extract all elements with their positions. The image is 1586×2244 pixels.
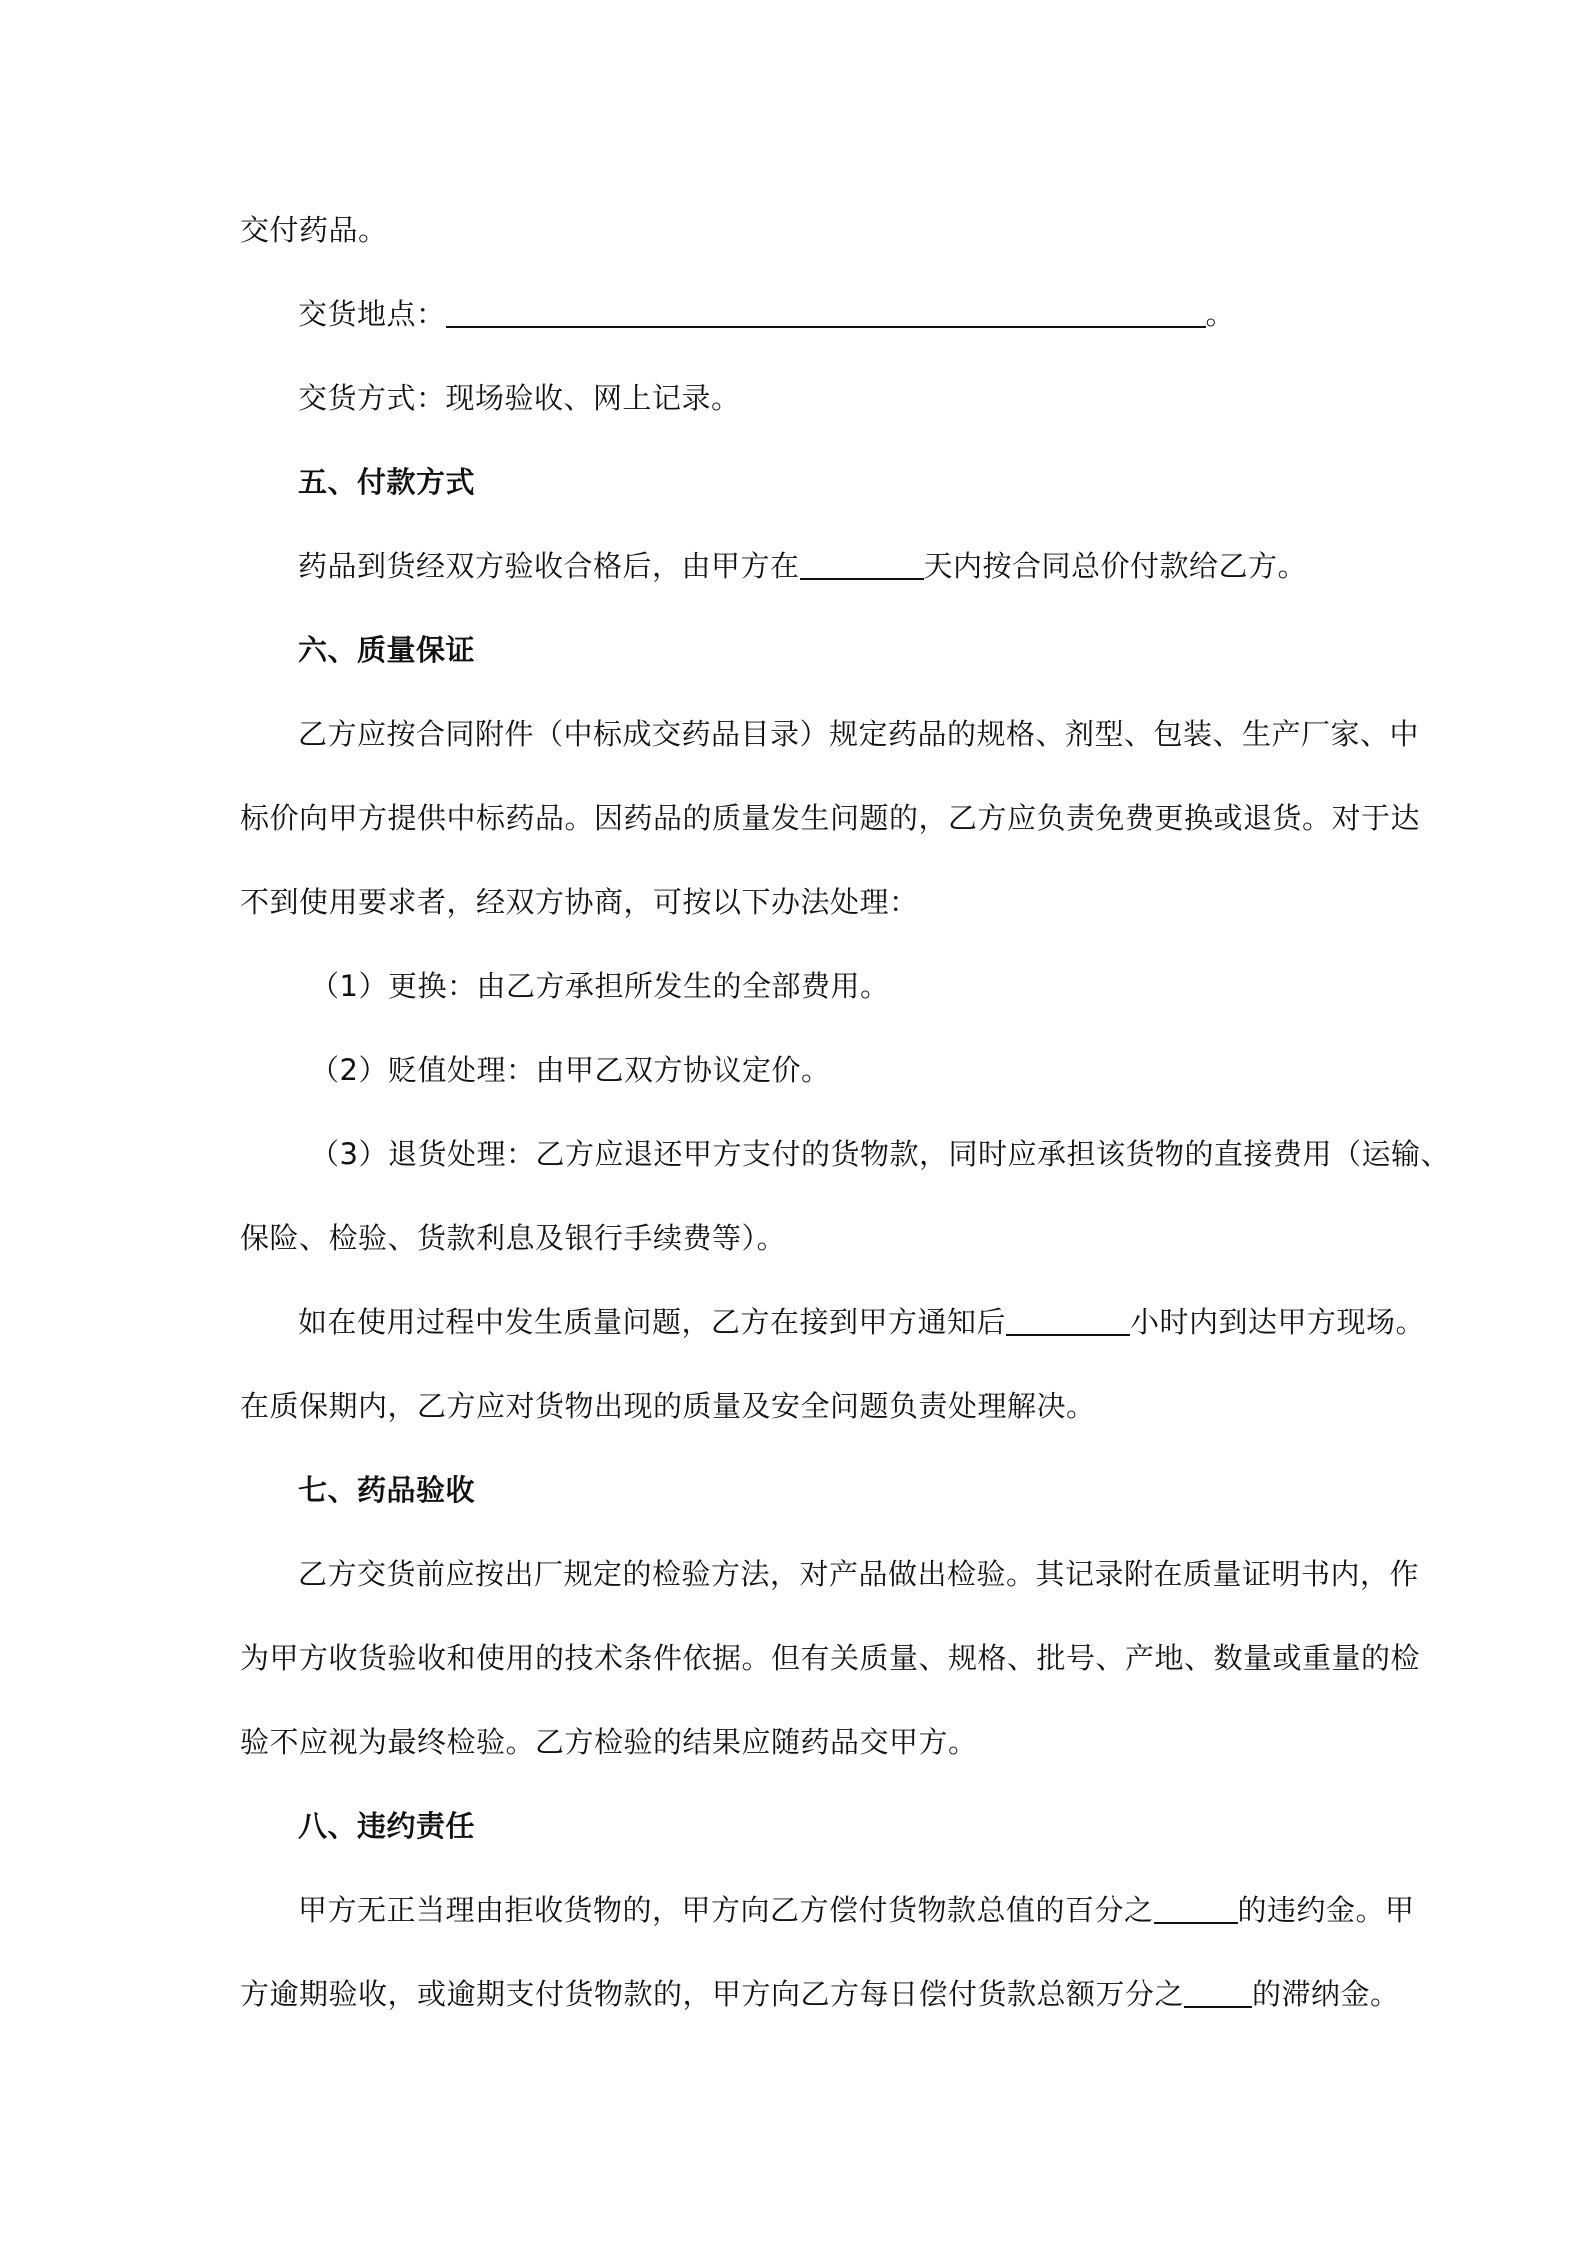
response-hours-blank bbox=[1006, 1304, 1130, 1336]
section6-p2-line1 bbox=[298, 1302, 1425, 1342]
section6-p1-line2: 标价向甲方提供中标药品。因药品的质量发生问题的，乙方应负责免费更换或退货。对于达 bbox=[240, 801, 1421, 835]
delivery-place-label: 交货地点： bbox=[298, 297, 446, 331]
section6-p2-text-b: 小时内到达甲方现场。 bbox=[1130, 1305, 1426, 1339]
section6-heading: 六、质量保证 bbox=[298, 633, 476, 667]
section5-text-b: 天内按合同总价付款给乙方。 bbox=[923, 549, 1308, 583]
section8-line2-text-b: 的滞纳金。 bbox=[1252, 1977, 1400, 2011]
list-item-2: （2）贬值处理：由甲乙双方协议定价。 bbox=[310, 1053, 831, 1087]
section7-heading: 七、药品验收 bbox=[298, 1473, 476, 1507]
section8-line1 bbox=[298, 1890, 1415, 1930]
late-fee-blank bbox=[1184, 1976, 1252, 2008]
list-item-1: （1）更换：由乙方承担所发生的全部费用。 bbox=[310, 969, 890, 1003]
list-item-3-line2: 保险、检验、货款利息及银行手续费等）。 bbox=[240, 1221, 787, 1255]
delivery-place-blank bbox=[446, 296, 1206, 328]
section8-line1-text-a: 甲方无正当理由拒收货物的，甲方向乙方偿付货物款总值的百分之 bbox=[298, 1893, 1154, 1927]
section5-heading: 五、付款方式 bbox=[298, 465, 476, 499]
delivery-tail-text: 交付药品。 bbox=[240, 213, 388, 247]
section7-line1: 乙方交货前应按出厂规定的检验方法，对产品做出检验。其记录附在质量证明书内，作 bbox=[298, 1557, 1420, 1591]
section6-p1-line3: 不到使用要求者，经双方协商，可按以下办法处理： bbox=[240, 885, 919, 919]
section6-p2-line2: 在质保期内，乙方应对货物出现的质量及安全问题负责处理解决。 bbox=[240, 1389, 1096, 1423]
section7-line2: 为甲方收货验收和使用的技术条件依据。但有关质量、规格、批号、产地、数量或重量的检 bbox=[240, 1641, 1421, 1675]
payment-days-blank bbox=[800, 548, 924, 580]
section5-text-a: 药品到货经双方验收合格后，由甲方在 bbox=[298, 549, 800, 583]
delivery-method-text: 交货方式：现场验收、网上记录。 bbox=[298, 381, 741, 415]
section8-heading: 八、违约责任 bbox=[298, 1809, 476, 1843]
section8-line1-text-b: 的违约金。甲 bbox=[1237, 1893, 1415, 1927]
section6-p2-text-a: 如在使用过程中发生质量问题，乙方在接到甲方通知后 bbox=[298, 1305, 1007, 1339]
delivery-place-line bbox=[298, 294, 1235, 334]
delivery-place-end: 。 bbox=[1205, 297, 1236, 331]
section5-text bbox=[298, 546, 1307, 586]
section7-line3: 验不应视为最终检验。乙方检验的结果应随药品交甲方。 bbox=[240, 1725, 978, 1759]
penalty-percent-blank bbox=[1154, 1892, 1238, 1924]
section6-p1-line1: 乙方应按合同附件（中标成交药品目录）规定药品的规格、剂型、包装、生产厂家、中 bbox=[298, 717, 1420, 751]
list-item-3-line1: （3）退货处理：乙方应退还甲方支付的货物款，同时应承担该货物的直接费用（运输、 bbox=[310, 1137, 1450, 1171]
section8-line2-text-a: 方逾期验收，或逾期支付货物款的，甲方向乙方每日偿付货款总额万分之 bbox=[240, 1977, 1185, 2011]
section8-line2 bbox=[240, 1974, 1400, 2014]
